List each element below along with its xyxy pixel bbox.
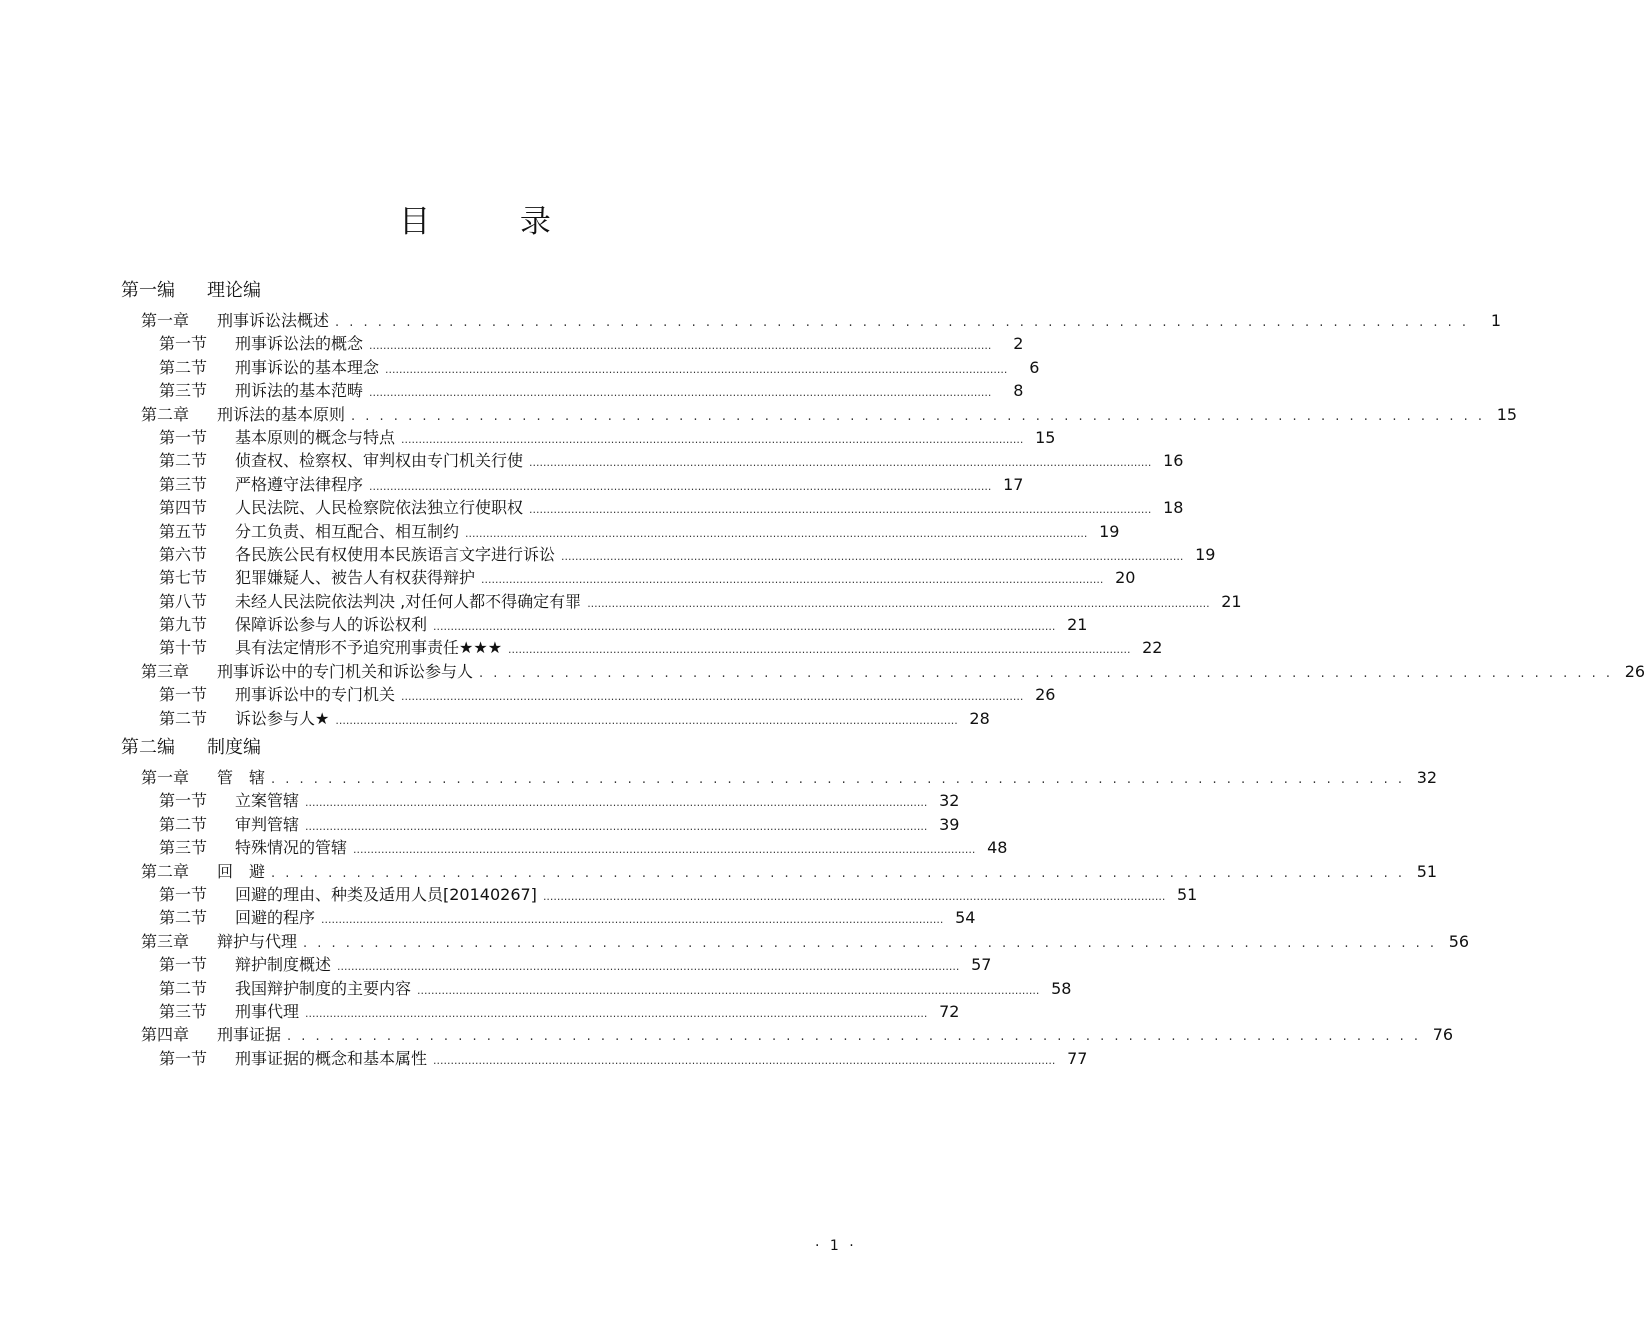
toc-chapter-entry[interactable] bbox=[121, 660, 1645, 683]
chapter-number: 第二章 bbox=[141, 404, 190, 424]
toc-section-entry[interactable] bbox=[121, 906, 976, 929]
dot-leader: . . . . . . . . . . . . . . . . . . . . . . . . . . . . . . . . . . . . . . . . . . . . . . . . . . . . . . . . . . . . . . . . . . . . . . . . . . . . . . . . bbox=[335, 315, 1470, 330]
chapter-title: 回 避 bbox=[217, 861, 266, 881]
chapter-page-number: 32 bbox=[1416, 768, 1438, 788]
dot-leader: . . . . . . . . . . . . . . . . . . . . . . . . . . . . . . . . . . . . . . . . . . . . . . . . . . . . . . . . . . . . . . . . . . . . . . . . . . . . . . . . bbox=[479, 665, 1614, 681]
dot-leader: . . . . . . . . . . . . . . . . . . . . . . . . . . . . . . . . . . . . . . . . . . . . . . . . . . . . . . . . . . . . . . . . . . . . . . . . . . . . . . . . bbox=[351, 408, 1486, 424]
section-number: 第一节 bbox=[159, 791, 208, 811]
section-number: 第四节 bbox=[159, 498, 208, 518]
section-page-number: 20 bbox=[1115, 568, 1136, 588]
dot-leader: . . . . . . . . . . . . . . . . . . . . . . . . . . . . . . . . . . . . . . . . . . . . . . . . . . . . . . . . . . . . . . . . . . . . . . . . . . . . . . . . bbox=[271, 772, 1406, 788]
dot-leader: . . . . . . . . . . . . . . . . . . . . . . . . . . . . . . . . . . . . . . . . . . . . . . . . . . . . . . . . . . . . . . . . . . . . . . . . . . . . . . . . bbox=[303, 935, 1438, 951]
section-title: 特殊情况的管辖 bbox=[235, 838, 348, 858]
section-number: 第一节 bbox=[159, 334, 208, 354]
chapter-page-number: 15 bbox=[1496, 404, 1518, 424]
chapter-number: 第二章 bbox=[141, 861, 190, 881]
section-page-number: 32 bbox=[939, 791, 960, 811]
chapter-page-number: 26 bbox=[1624, 661, 1645, 681]
toc-chapter-entry[interactable] bbox=[121, 309, 1502, 332]
section-number: 第一节 bbox=[159, 1048, 208, 1068]
section-page-number: 19 bbox=[1195, 544, 1216, 564]
section-title: 犯罪嫌疑人、被告人有权获得辩护 bbox=[235, 568, 476, 588]
dot-leader: .................................................................................................................................................................................. bbox=[417, 983, 1040, 997]
section-title: 刑事诉讼的基本理念 bbox=[235, 357, 380, 377]
section-page-number: 19 bbox=[1099, 521, 1120, 541]
section-title: 各民族公民有权使用本民族语言文字进行诉讼 bbox=[235, 544, 556, 564]
section-page-number: 22 bbox=[1142, 638, 1163, 658]
section-title: 刑事代理 bbox=[235, 1001, 300, 1021]
section-title: 严格遵守法律程序 bbox=[235, 474, 364, 494]
chapter-page-number: 1 bbox=[1490, 311, 1502, 330]
dot-leader: .................................................................................................................................................................................. bbox=[305, 796, 928, 810]
chapter-title: 辩护与代理 bbox=[217, 931, 298, 951]
dot-leader: .................................................................................................................................................................................. bbox=[481, 573, 1104, 587]
part-title: 制度编 bbox=[207, 737, 261, 759]
chapter-title: 刑事诉讼中的专门机关和诉讼参与人 bbox=[217, 661, 474, 681]
section-number: 第一节 bbox=[159, 955, 208, 975]
toc-section-entry[interactable] bbox=[121, 332, 1024, 355]
dot-leader: .................................................................................................................................................................................. bbox=[335, 713, 958, 727]
section-title: 侦查权、检察权、审判权由专门机关行使 bbox=[235, 451, 524, 471]
toc-section-entry[interactable] bbox=[121, 1047, 1088, 1070]
dot-leader: .................................................................................................................................................................................. bbox=[542, 889, 1166, 903]
section-page-number: 72 bbox=[939, 1001, 960, 1021]
chapter-title: 管 辖 bbox=[217, 768, 266, 788]
toc-section-entry[interactable] bbox=[121, 566, 1136, 589]
chapter-number: 第一章 bbox=[141, 311, 190, 330]
toc-section-entry[interactable] bbox=[121, 496, 1184, 519]
chapter-title: 刑事诉讼法概述 bbox=[217, 311, 330, 330]
section-title: 刑事证据的概念和基本属性 bbox=[235, 1048, 428, 1068]
chapter-page-number: 51 bbox=[1416, 861, 1438, 881]
section-title: 立案管辖 bbox=[235, 791, 300, 811]
section-title: 回避的程序 bbox=[235, 908, 316, 928]
toc-section-entry[interactable] bbox=[121, 636, 1163, 659]
section-page-number: 6 bbox=[1029, 357, 1040, 377]
section-title: 刑事诉讼中的专门机关 bbox=[235, 685, 396, 705]
toc-chapter-entry[interactable] bbox=[121, 860, 1438, 883]
dot-leader: .................................................................................................................................................................................. bbox=[529, 456, 1152, 470]
dot-leader: .................................................................................................................................................................................. bbox=[369, 479, 992, 493]
dot-leader: .................................................................................................................................................................................. bbox=[587, 596, 1210, 610]
dot-leader: . . . . . . . . . . . . . . . . . . . . . . . . . . . . . . . . . . . . . . . . . . . . . . . . . . . . . . . . . . . . . . . . . . . . . . . . . . . . . . . . bbox=[271, 865, 1406, 881]
toc-section-entry[interactable] bbox=[121, 590, 1242, 613]
section-page-number: 18 bbox=[1163, 498, 1184, 518]
dot-leader: .................................................................................................................................................................................. bbox=[401, 432, 1024, 446]
page-number: · 1 · bbox=[815, 1238, 857, 1254]
section-title: 审判管辖 bbox=[235, 814, 300, 834]
dot-leader: .................................................................................................................................................................................. bbox=[337, 960, 960, 974]
dot-leader: .................................................................................................................................................................................. bbox=[353, 843, 976, 857]
section-number: 第一节 bbox=[159, 884, 208, 904]
section-number: 第二节 bbox=[159, 978, 208, 998]
toc-section-entry[interactable] bbox=[121, 356, 1040, 379]
section-title: 保障诉讼参与人的诉讼权利 bbox=[235, 615, 428, 635]
section-number: 第一节 bbox=[159, 685, 208, 705]
section-page-number: 39 bbox=[939, 814, 960, 834]
chapter-page-number: 76 bbox=[1432, 1025, 1454, 1045]
section-title: 刑事诉讼法的概念 bbox=[235, 334, 364, 354]
section-number: 第三节 bbox=[159, 1001, 208, 1021]
toc-section-entry[interactable] bbox=[121, 977, 1072, 1000]
chapter-number: 第一章 bbox=[141, 768, 190, 788]
section-number: 第二节 bbox=[159, 908, 208, 928]
section-page-number: 15 bbox=[1035, 427, 1056, 447]
section-number: 第五节 bbox=[159, 521, 208, 541]
section-number: 第七节 bbox=[159, 568, 208, 588]
part-number: 第二编 bbox=[121, 737, 175, 759]
section-page-number: 21 bbox=[1221, 591, 1242, 611]
toc-section-entry[interactable] bbox=[121, 953, 992, 976]
section-page-number: 77 bbox=[1067, 1048, 1088, 1068]
dot-leader: .................................................................................................................................................................................. bbox=[465, 526, 1088, 540]
section-page-number: 26 bbox=[1035, 685, 1056, 705]
chapter-title: 刑诉法的基本原则 bbox=[217, 404, 346, 424]
dot-leader: .................................................................................................................................................................................. bbox=[529, 503, 1152, 517]
toc-section-entry[interactable] bbox=[121, 473, 1024, 496]
toc-title: 目 录 bbox=[399, 204, 591, 240]
section-page-number: 58 bbox=[1051, 978, 1072, 998]
section-title: 诉讼参与人★ bbox=[235, 708, 330, 728]
chapter-number: 第三章 bbox=[141, 661, 190, 681]
section-number: 第八节 bbox=[159, 591, 208, 611]
part-heading bbox=[121, 730, 861, 766]
toc-section-entry[interactable] bbox=[121, 789, 960, 812]
section-number: 第三节 bbox=[159, 381, 208, 401]
section-number: 第二节 bbox=[159, 357, 208, 377]
toc-section-entry[interactable] bbox=[121, 379, 1024, 402]
section-page-number: 28 bbox=[969, 708, 990, 728]
dot-leader: . . . . . . . . . . . . . . . . . . . . . . . . . . . . . . . . . . . . . . . . . . . . . . . . . . . . . . . . . . . . . . . . . . . . . . . . . . . . . . . . bbox=[287, 1029, 1422, 1045]
section-number: 第九节 bbox=[159, 615, 208, 635]
part-title: 理论编 bbox=[207, 280, 261, 301]
section-page-number: 51 bbox=[1176, 884, 1198, 904]
section-number: 第二节 bbox=[159, 814, 208, 834]
chapter-title: 刑事证据 bbox=[217, 1025, 282, 1045]
section-number: 第三节 bbox=[159, 838, 208, 858]
dot-leader: .................................................................................................................................................................................. bbox=[369, 386, 992, 400]
section-page-number: 21 bbox=[1067, 615, 1088, 635]
table-of-contents bbox=[121, 273, 1645, 1070]
chapter-number: 第四章 bbox=[141, 1025, 190, 1045]
section-page-number: 57 bbox=[971, 955, 992, 975]
section-number: 第二节 bbox=[159, 708, 208, 728]
toc-section-entry[interactable] bbox=[121, 426, 1056, 449]
section-number: 第十节 bbox=[159, 638, 208, 658]
section-page-number: 16 bbox=[1163, 451, 1184, 471]
section-title: 人民法院、人民检察院依法独立行使职权 bbox=[235, 498, 524, 518]
dot-leader: .................................................................................................................................................................................. bbox=[321, 913, 944, 927]
section-title: 回避的理由、种类及适用人员[20140267] bbox=[235, 884, 537, 904]
section-title: 基本原则的概念与特点 bbox=[235, 427, 396, 447]
dot-leader: .................................................................................................................................................................................. bbox=[385, 362, 1008, 376]
toc-section-entry[interactable] bbox=[121, 613, 1088, 636]
dot-leader: .................................................................................................................................................................................. bbox=[433, 1053, 1056, 1067]
part-number: 第一编 bbox=[121, 280, 175, 301]
dot-leader: .................................................................................................................................................................................. bbox=[401, 690, 1024, 704]
section-page-number: 48 bbox=[987, 838, 1008, 858]
section-number: 第二节 bbox=[159, 451, 208, 471]
chapter-page-number: 56 bbox=[1448, 931, 1470, 951]
section-title: 我国辩护制度的主要内容 bbox=[235, 978, 412, 998]
toc-chapter-entry[interactable] bbox=[121, 930, 1470, 953]
dot-leader: .................................................................................................................................................................................. bbox=[508, 643, 1131, 657]
toc-section-entry[interactable] bbox=[121, 883, 1198, 906]
chapter-number: 第三章 bbox=[141, 931, 190, 951]
section-title: 未经人民法院依法判决 ,对任何人都不得确定有罪 bbox=[235, 591, 582, 611]
toc-chapter-entry[interactable] bbox=[121, 766, 1438, 789]
dot-leader: .................................................................................................................................................................................. bbox=[561, 549, 1184, 563]
dot-leader: .................................................................................................................................................................................. bbox=[369, 339, 992, 353]
section-title: 分工负责、相互配合、相互制约 bbox=[235, 521, 460, 541]
dot-leader: .................................................................................................................................................................................. bbox=[305, 1006, 928, 1020]
dot-leader: .................................................................................................................................................................................. bbox=[305, 819, 928, 833]
section-page-number: 17 bbox=[1003, 474, 1024, 494]
toc-section-entry[interactable] bbox=[121, 1000, 960, 1023]
toc-section-entry[interactable] bbox=[121, 520, 1120, 543]
section-number: 第一节 bbox=[159, 427, 208, 447]
toc-section-entry[interactable] bbox=[121, 449, 1184, 472]
section-page-number: 8 bbox=[1013, 381, 1024, 401]
toc-chapter-entry[interactable] bbox=[121, 1023, 1454, 1046]
section-title: 辩护制度概述 bbox=[235, 955, 332, 975]
toc-section-entry[interactable] bbox=[121, 836, 1008, 859]
section-title: 刑诉法的基本范畴 bbox=[235, 381, 364, 401]
part-heading bbox=[121, 273, 861, 309]
dot-leader: .................................................................................................................................................................................. bbox=[433, 620, 1056, 634]
section-number: 第三节 bbox=[159, 474, 208, 494]
section-number: 第六节 bbox=[159, 544, 208, 564]
toc-chapter-entry[interactable] bbox=[121, 403, 1518, 426]
section-page-number: 2 bbox=[1013, 334, 1024, 354]
toc-section-entry[interactable] bbox=[121, 707, 990, 730]
section-page-number: 54 bbox=[955, 908, 976, 928]
toc-section-entry[interactable] bbox=[121, 543, 1216, 566]
toc-section-entry[interactable] bbox=[121, 813, 960, 836]
toc-section-entry[interactable] bbox=[121, 683, 1056, 706]
section-title: 具有法定情形不予追究刑事责任★★★ bbox=[235, 638, 503, 658]
